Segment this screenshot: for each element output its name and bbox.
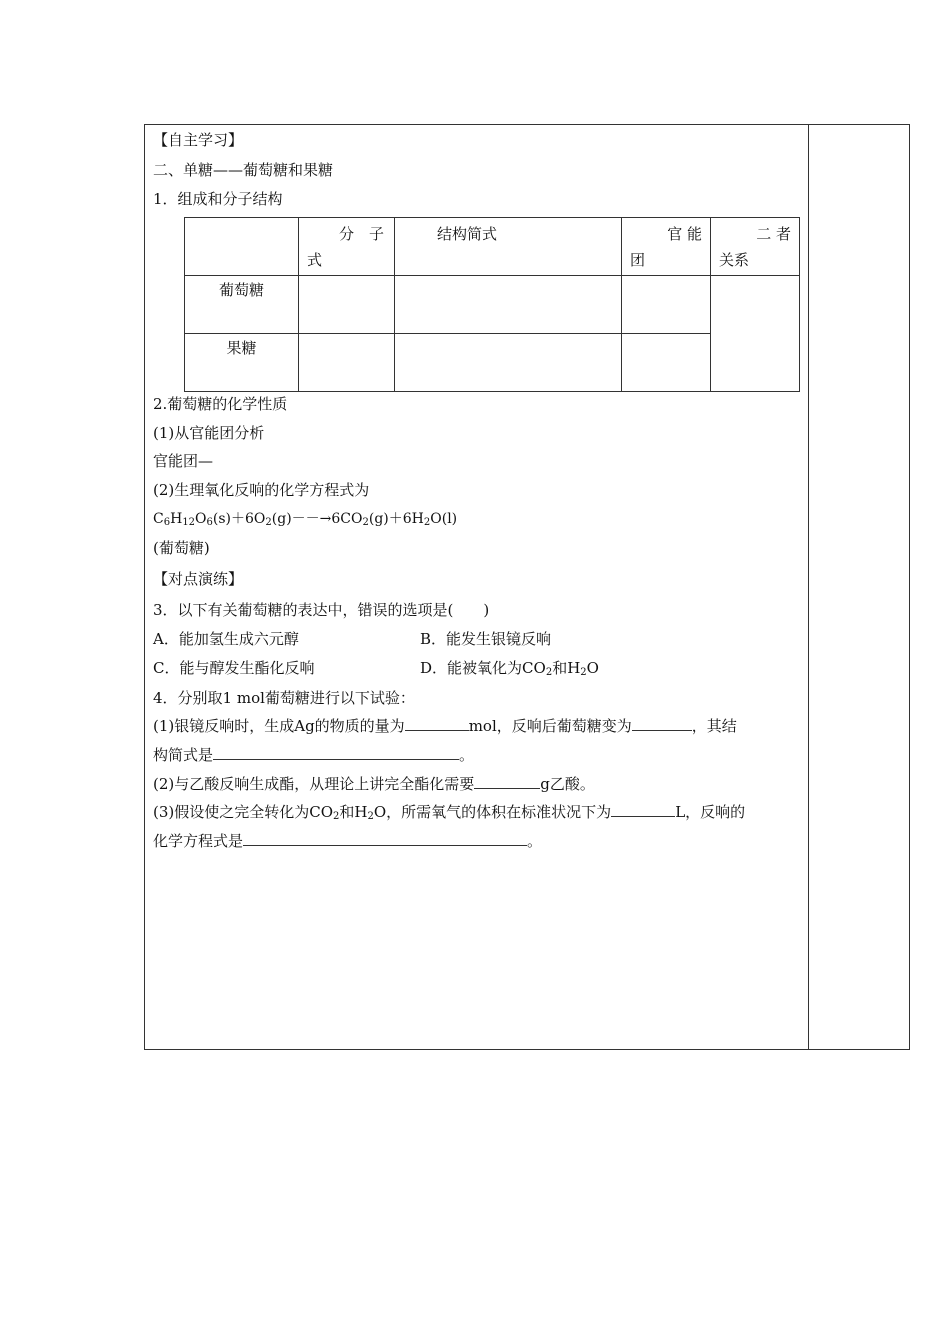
answer-blank-oxygen-volume[interactable] <box>611 802 675 817</box>
cell-glucose-group <box>622 276 711 334</box>
q3-option-b: B．能发生银镜反响 <box>420 630 552 648</box>
cell-fructose-group <box>622 334 711 392</box>
answer-blank-ag-amount[interactable] <box>405 716 469 731</box>
answer-blank-structure[interactable] <box>213 745 459 760</box>
cell-fructose-structure <box>395 334 622 392</box>
equation-note: (葡萄糖) <box>153 539 210 557</box>
row-label-fructose: 果糖 <box>185 334 299 392</box>
cell-glucose-formula <box>299 276 395 334</box>
header-blank-cell <box>185 218 299 276</box>
item1-title: 1．组成和分子结构 <box>153 190 283 208</box>
glucose-oxidation-equation: $C_6H_{12}O_6(s)+6O_2(g)--\to 6CO_2(g)+6H_2O(l)$ <box>153 511 458 528</box>
margin-column-divider <box>808 125 809 1049</box>
section-practice: 【对点演练】 <box>153 570 244 588</box>
section-self-study: 【自主学习】 <box>153 131 244 149</box>
item2-functional-group: 官能团— <box>153 452 214 470</box>
q3-option-a: A．能加氢生成六元醇 <box>153 630 299 648</box>
q4-part1-line2: 构简式是 。 <box>153 746 475 764</box>
table-row <box>185 334 800 392</box>
q3-option-d: D．能被氧化为$CO_2$和$H_2O$ <box>420 659 599 678</box>
row-label-glucose: 葡萄糖 <box>185 276 299 334</box>
q4-part1-line1: (1)银镜反响时，生成Ag的物质的量为 mol，反响后葡萄糖变为 ，其结 <box>153 717 737 735</box>
answer-blank-acetic-acid-mass[interactable] <box>474 774 540 789</box>
q4-part3-line1: (3)假设使之完全转化为$CO_2$和$H_2O$，所需氧气的体积在标准状况下为 L，反响的 <box>153 803 746 822</box>
heading-monosaccharide: 二、单糖——葡萄糖和果糖 <box>153 161 334 179</box>
structure-table <box>184 217 800 392</box>
item2-title: 2.葡萄糖的化学性质 <box>153 395 288 413</box>
q3-option-c: C．能与醇发生酯化反响 <box>153 659 315 677</box>
table-row <box>185 276 800 334</box>
q3-stem: 3．以下有关葡萄糖的表达中，错误的选项是( ) <box>153 601 490 619</box>
header-functional-group: 官 能 团 <box>622 218 711 276</box>
item2-sub1: (1)从官能团分析 <box>153 424 265 442</box>
q4-stem: 4．分别取1 mol葡萄糖进行以下试验： <box>153 689 415 707</box>
header-molecular-formula: 分 子 式 <box>299 218 395 276</box>
answer-blank-product[interactable] <box>632 716 692 731</box>
header-structural-formula: 结构简式 <box>395 218 622 276</box>
table-header-row <box>185 218 800 276</box>
q4-part2: (2)与乙酸反响生成酯，从理论上讲完全酯化需要 g乙酸。 <box>153 775 595 793</box>
q4-part3-line2: 化学方程式是 。 <box>153 832 543 850</box>
cell-fructose-formula <box>299 334 395 392</box>
answer-blank-equation[interactable] <box>243 831 527 846</box>
header-relationship: 二 者 关系 <box>711 218 800 276</box>
cell-glucose-structure <box>395 276 622 334</box>
cell-relationship <box>711 276 800 392</box>
item2-sub2: (2)生理氧化反响的化学方程式为 <box>153 481 370 499</box>
